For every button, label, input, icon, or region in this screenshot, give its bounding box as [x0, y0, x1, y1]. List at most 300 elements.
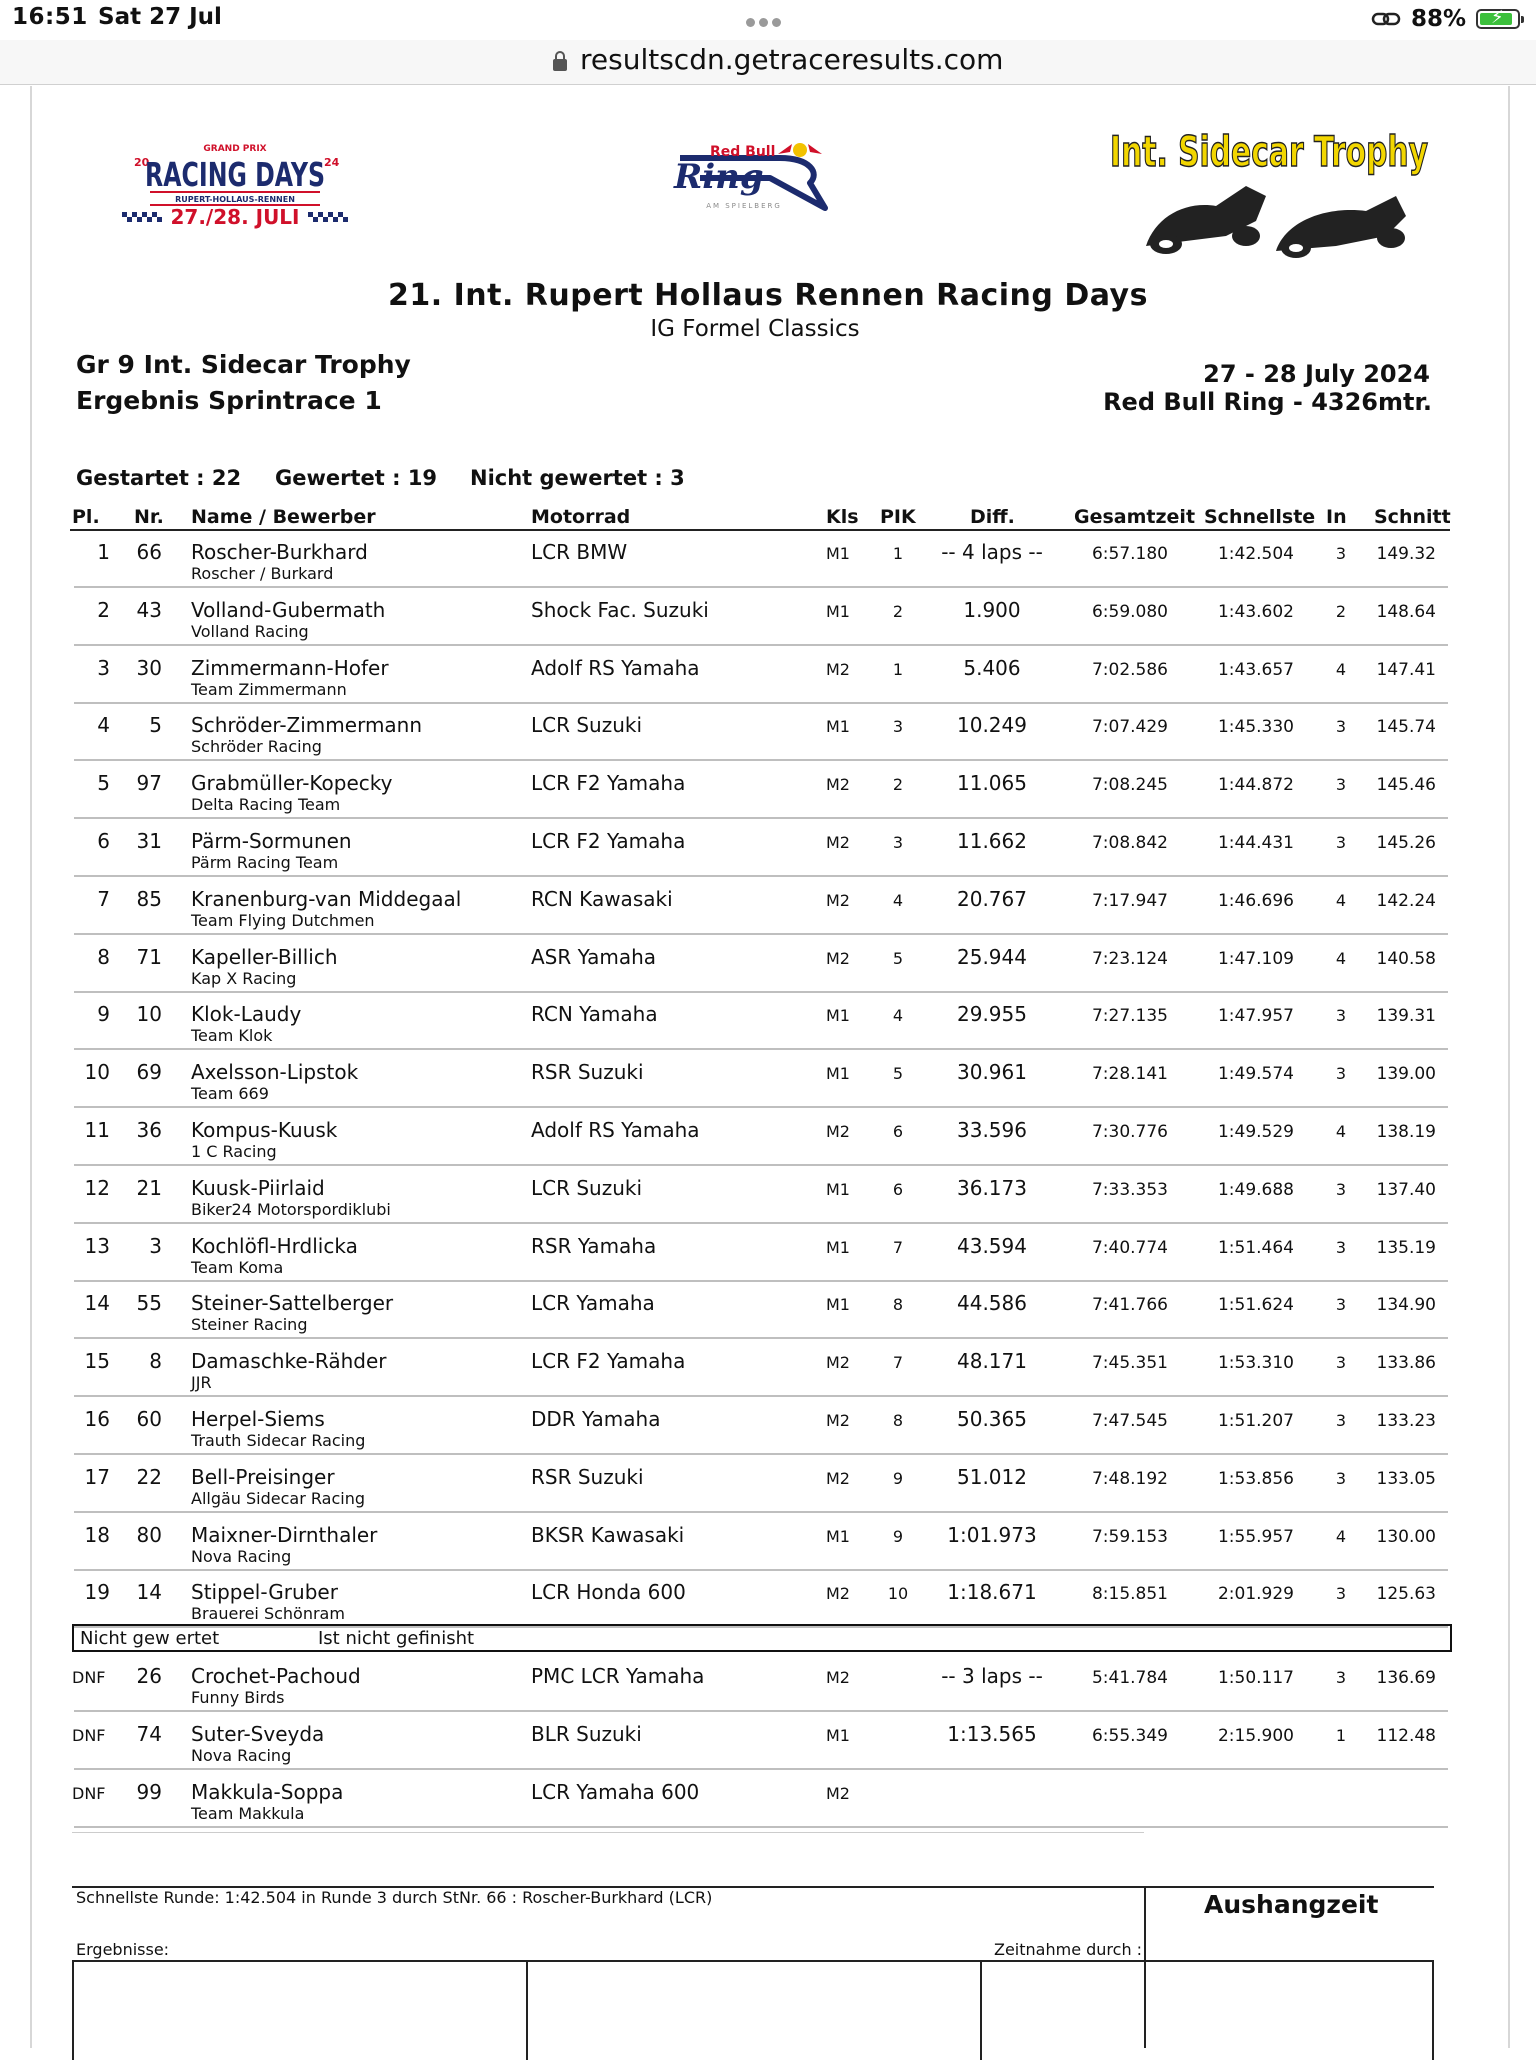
- cell-in: 4: [1335, 890, 1347, 910]
- cell-schnitt: 134.90: [1376, 1295, 1436, 1316]
- cell-name: Herpel-Siems: [191, 1407, 325, 1431]
- cell-schnellste: 1:49.529: [1217, 1122, 1294, 1142]
- cell-name: Schröder-Zimmermann: [191, 713, 423, 738]
- cell-name: Kapeller-Billich: [191, 944, 338, 969]
- timing-label: Zeitnahme durch :: [994, 1940, 1143, 1959]
- cell-gesamt: 6:55.349: [1091, 1725, 1168, 1746]
- cell-nr: 55: [136, 1291, 162, 1316]
- cell-motor: BLR Suzuki: [531, 1721, 642, 1746]
- cell-pl: DNF: [72, 1668, 106, 1687]
- cell-team: Team 669: [191, 1084, 269, 1104]
- cell-motor: LCR Honda 600: [531, 1580, 686, 1605]
- table-row: [0, 532, 1536, 590]
- cell-schnitt: 125.63: [1376, 1584, 1436, 1605]
- cell-gesamt: 7:45.351: [1091, 1353, 1168, 1374]
- cell-name: Kranenburg-van Middegaal: [191, 886, 462, 911]
- cell-schnitt: 135.19: [1376, 1237, 1436, 1258]
- fastest-lap-text: Schnellste Runde: 1:42.504 in Runde 3 durch StNr. 66 : Roscher-Burkhard (LCR): [76, 1888, 713, 1907]
- col-header-schnellste: Schnellste: [1204, 506, 1316, 528]
- table-row: [0, 1110, 1536, 1168]
- url-text[interactable]: resultscdn.getraceresults.com: [580, 43, 1004, 76]
- signature-box-1: [72, 1960, 528, 2060]
- event-date: 27 - 28 July 2024: [1203, 360, 1430, 388]
- cell-name: Kochlöfl-Hrdlicka: [191, 1233, 358, 1258]
- cell-diff: 11.065: [957, 771, 1027, 796]
- table-row: [0, 1772, 1536, 1830]
- table-row: [0, 879, 1536, 937]
- cell-schnellste: 1:53.310: [1217, 1353, 1294, 1374]
- cell-schnellste: 1:42.504: [1217, 544, 1294, 564]
- col-header-diff: Diff.: [970, 506, 1015, 528]
- battery-percent: 88%: [1410, 6, 1466, 32]
- cell-team: 1 C Racing: [191, 1142, 277, 1161]
- multitask-dots-icon[interactable]: [746, 12, 790, 22]
- cell-gesamt: 7:59.153: [1091, 1526, 1168, 1547]
- cell-team: Volland Racing: [191, 621, 309, 641]
- results-label: Ergebnisse:: [76, 1940, 170, 1959]
- cell-pl: 3: [97, 655, 110, 680]
- col-header-kls: Kls: [826, 506, 859, 528]
- cell-gesamt: 7:17.947: [1091, 890, 1168, 911]
- cell-gesamt: 7:08.245: [1091, 775, 1168, 796]
- cell-schnitt: 139.00: [1376, 1064, 1436, 1085]
- lock-icon: [552, 50, 568, 72]
- cell-team: JJR: [191, 1373, 212, 1393]
- battery-icon: ⚡: [1476, 9, 1520, 29]
- cell-team: Kap X Racing: [191, 968, 297, 988]
- cell-in: 3: [1335, 1295, 1347, 1315]
- cell-pik: 3: [892, 833, 904, 852]
- table-row: [0, 648, 1536, 706]
- cell-nr: 36: [136, 1118, 162, 1142]
- cell-in: 3: [1335, 833, 1347, 852]
- cell-pik: 4: [892, 890, 904, 910]
- table-row: [0, 1399, 1536, 1457]
- row-divider: [74, 1106, 1448, 1108]
- table-row: [0, 590, 1536, 648]
- cell-team: Biker24 Motorspordiklubi: [191, 1199, 391, 1219]
- cell-gesamt: 7:02.586: [1091, 659, 1168, 680]
- row-divider: [74, 1453, 1448, 1455]
- cell-team: Steiner Racing: [191, 1315, 308, 1335]
- cell-pik: 5: [892, 948, 904, 968]
- table-row: [0, 705, 1536, 763]
- redbull-ring-logo: [660, 138, 846, 218]
- table-row: [0, 1341, 1536, 1399]
- cell-motor: LCR BMW: [531, 540, 628, 564]
- table-row: [0, 1052, 1536, 1110]
- cell-nr: 3: [149, 1233, 162, 1258]
- cell-nr: 97: [136, 771, 162, 796]
- cell-gesamt: 7:28.141: [1091, 1064, 1168, 1085]
- col-header-schnitt: Schnitt: [1374, 506, 1451, 528]
- cell-diff: 50.365: [957, 1407, 1027, 1431]
- cell-nr: 14: [136, 1580, 162, 1605]
- cell-name: Steiner-Sattelberger: [191, 1291, 394, 1316]
- logo-sub-text: RUPERT-HOLLAUS-RENNEN: [175, 195, 295, 204]
- cell-diff: 25.944: [957, 944, 1027, 969]
- cell-kls: M1: [826, 601, 850, 621]
- status-time: 16:51: [12, 4, 88, 30]
- cell-diff: 1:18.671: [947, 1580, 1037, 1605]
- cell-in: 3: [1335, 1237, 1347, 1257]
- cell-pik: 8: [892, 1411, 904, 1430]
- cell-pl: 2: [97, 597, 110, 622]
- cell-pl: 7: [97, 886, 110, 911]
- row-divider: [74, 586, 1448, 588]
- cell-schnellste: 1:47.109: [1217, 948, 1294, 969]
- cell-diff: -- 4 laps --: [941, 540, 1043, 564]
- cell-team: Roscher / Burkard: [191, 564, 334, 583]
- logo-left-num: 20: [134, 156, 150, 169]
- cell-pl: 6: [97, 829, 110, 853]
- row-divider: [74, 991, 1448, 993]
- cell-name: Kuusk-Piirlaid: [191, 1175, 325, 1200]
- cell-team: Team Koma: [191, 1257, 284, 1277]
- logo-gp-text: GRAND PRIX: [203, 144, 267, 154]
- cell-kls: M2: [826, 890, 850, 910]
- cell-pl: 5: [97, 771, 110, 796]
- cell-schnellste: 1:51.207: [1217, 1411, 1294, 1431]
- cell-pl: DNF: [72, 1725, 106, 1745]
- cell-pik: 4: [892, 1006, 904, 1026]
- cell-diff: 11.662: [957, 829, 1027, 853]
- table-row: [0, 1714, 1536, 1772]
- cell-motor: BKSR Kawasaki: [531, 1522, 685, 1547]
- cell-in: 3: [1335, 544, 1347, 563]
- cell-pik: 7: [892, 1237, 904, 1257]
- cell-diff: 30.961: [957, 1060, 1027, 1085]
- cell-pl: 14: [84, 1291, 110, 1316]
- cell-schnitt: 112.48: [1376, 1725, 1436, 1746]
- cell-gesamt: 7:41.766: [1091, 1295, 1168, 1316]
- cell-schnitt: 133.23: [1376, 1411, 1436, 1431]
- col-header-in: In: [1326, 506, 1347, 528]
- cell-diff: 5.406: [963, 655, 1021, 680]
- logo-ring-text: Ring: [674, 157, 764, 197]
- cell-pl: 1: [97, 540, 110, 564]
- cell-motor: LCR Suzuki: [531, 713, 643, 738]
- racing-days-logo: [120, 140, 350, 232]
- cell-motor: LCR Yamaha 600: [531, 1779, 700, 1804]
- footer-rule-thin: [72, 1832, 1144, 1833]
- cell-kls: M1: [826, 1237, 850, 1257]
- cell-nr: 21: [136, 1175, 162, 1200]
- logo-right-num: 24: [324, 156, 340, 169]
- cell-motor: Adolf RS Yamaha: [531, 1118, 700, 1142]
- cell-kls: M2: [826, 659, 850, 679]
- cell-gesamt: 8:15.851: [1091, 1584, 1168, 1605]
- cell-motor: PMC LCR Yamaha: [531, 1664, 705, 1688]
- cell-pl: 19: [84, 1580, 110, 1605]
- cell-team: Brauerei Schönram: [191, 1604, 345, 1624]
- col-header-motor: Motorrad: [531, 506, 631, 528]
- cell-name: Klok-Laudy: [191, 1002, 302, 1027]
- cell-diff: 43.594: [957, 1233, 1027, 1258]
- cell-schnitt: 145.26: [1376, 833, 1436, 853]
- cell-in: 3: [1335, 1468, 1347, 1488]
- cell-motor: ASR Yamaha: [531, 944, 657, 969]
- cell-name: Pärm-Sormunen: [191, 829, 352, 853]
- cell-diff: 36.173: [957, 1175, 1027, 1200]
- cell-name: Kompus-Kuusk: [191, 1118, 338, 1142]
- cell-pik: 2: [892, 601, 904, 621]
- cell-gesamt: 5:41.784: [1091, 1668, 1168, 1688]
- cell-schnellste: 1:50.117: [1217, 1668, 1294, 1688]
- cell-kls: M2: [826, 1584, 850, 1604]
- cell-diff: 10.249: [957, 713, 1027, 738]
- cell-kls: M2: [826, 1783, 850, 1803]
- row-divider: [74, 1337, 1448, 1339]
- cell-name: Stippel-Gruber: [191, 1580, 338, 1605]
- row-divider: [74, 1710, 1448, 1712]
- cell-name: Crochet-Pachoud: [191, 1664, 361, 1688]
- logo-main-text: RACING DAYS: [145, 155, 325, 194]
- signature-box-3: [980, 1960, 1434, 2060]
- cell-kls: M1: [826, 544, 850, 563]
- cell-nr: 30: [136, 655, 162, 680]
- cell-pik: 7: [892, 1353, 904, 1373]
- cell-pl: DNF: [72, 1783, 106, 1803]
- cell-team: Trauth Sidecar Racing: [191, 1431, 366, 1450]
- cell-gesamt: 7:30.776: [1091, 1122, 1168, 1142]
- cell-team: Nova Racing: [191, 1546, 292, 1566]
- status-date: Sat 27 Jul: [98, 4, 222, 30]
- cell-schnitt: 140.58: [1376, 948, 1436, 969]
- row-divider: [74, 875, 1448, 877]
- cell-gesamt: 6:59.080: [1091, 601, 1168, 622]
- row-divider: [74, 1222, 1448, 1224]
- cell-motor: DDR Yamaha: [531, 1407, 661, 1431]
- cell-schnitt: 137.40: [1376, 1179, 1436, 1200]
- cell-diff: 29.955: [957, 1002, 1027, 1027]
- posting-time-label: Aushangzeit: [1204, 1890, 1379, 1919]
- cell-schnellste: 1:44.872: [1217, 775, 1294, 796]
- cell-name: Axelsson-Lipstok: [191, 1060, 359, 1085]
- row-divider: [74, 1569, 1448, 1571]
- status-right: [1371, 4, 1520, 34]
- cell-pik: 1: [892, 544, 904, 563]
- row-divider: [74, 1164, 1448, 1166]
- cell-motor: RSR Suzuki: [531, 1464, 644, 1489]
- cell-pl: 18: [84, 1522, 110, 1547]
- cell-in: 3: [1335, 1179, 1347, 1199]
- sidecar-illustration: [1146, 186, 1406, 258]
- col-header-nr: Nr.: [134, 506, 164, 528]
- cell-schnellste: 1:51.624: [1217, 1295, 1294, 1316]
- cell-team: Team Klok: [191, 1026, 273, 1046]
- cell-kls: M1: [826, 1064, 850, 1084]
- cell-schnitt: 147.41: [1376, 659, 1436, 680]
- cell-schnellste: 1:49.574: [1217, 1064, 1294, 1085]
- cell-in: 3: [1335, 1584, 1347, 1604]
- cell-in: 4: [1335, 948, 1347, 968]
- cell-nr: 74: [136, 1721, 162, 1746]
- cell-kls: M1: [826, 1179, 850, 1199]
- table-row: [0, 994, 1536, 1052]
- cell-kls: M2: [826, 1122, 850, 1141]
- cell-gesamt: 7:07.429: [1091, 717, 1168, 738]
- table-row: [0, 1457, 1536, 1515]
- cell-motor: RCN Kawasaki: [531, 886, 673, 911]
- cell-schnitt: 133.86: [1376, 1353, 1436, 1374]
- cell-name: Zimmermann-Hofer: [191, 655, 389, 680]
- cell-motor: RSR Yamaha: [531, 1233, 657, 1258]
- cell-motor: Adolf RS Yamaha: [531, 655, 700, 680]
- cell-in: 3: [1335, 1411, 1347, 1430]
- cell-in: 1: [1335, 1725, 1347, 1745]
- cell-in: 4: [1335, 1526, 1347, 1546]
- table-row: [0, 1515, 1536, 1573]
- cell-pik: 6: [892, 1179, 904, 1199]
- cell-name: Maixner-Dirnthaler: [191, 1522, 378, 1547]
- cell-nr: 66: [136, 540, 162, 564]
- cell-pl: 13: [84, 1233, 110, 1258]
- row-divider: [74, 702, 1448, 704]
- cell-in: 4: [1335, 1122, 1347, 1141]
- cell-diff: 1.900: [963, 597, 1021, 622]
- cell-in: 3: [1335, 1006, 1347, 1026]
- cell-pik: 2: [892, 775, 904, 795]
- cell-team: Team Zimmermann: [191, 679, 347, 699]
- col-header-pl: Pl.: [72, 506, 100, 528]
- not-classified-label: Nicht gew ertet: [80, 1628, 220, 1649]
- cell-kls: M1: [826, 717, 850, 737]
- sidecar-trophy-logo: [1106, 126, 1432, 260]
- cell-pl: 16: [84, 1407, 110, 1431]
- row-divider: [74, 1768, 1448, 1770]
- cell-gesamt: 7:27.135: [1091, 1006, 1168, 1027]
- cell-name: Volland-Gubermath: [191, 597, 386, 622]
- race-name: Ergebnis Sprintrace 1: [76, 386, 382, 415]
- cell-team: Team Makkula: [191, 1803, 305, 1823]
- cell-nr: 60: [136, 1407, 162, 1431]
- url-bar[interactable]: [0, 40, 1536, 85]
- cell-diff: 44.586: [957, 1291, 1027, 1316]
- cell-diff: 20.767: [957, 886, 1027, 911]
- row-divider: [74, 817, 1448, 819]
- cell-kls: M2: [826, 1411, 850, 1430]
- cell-pik: 10: [887, 1584, 909, 1604]
- cell-nr: 10: [136, 1002, 162, 1027]
- cell-in: 3: [1335, 1353, 1347, 1373]
- cell-pl: 11: [84, 1118, 110, 1142]
- cell-in: 4: [1335, 659, 1347, 679]
- event-venue: Red Bull Ring - 4326mtr.: [1103, 388, 1432, 416]
- cell-in: 2: [1335, 601, 1347, 621]
- row-divider: [74, 1511, 1448, 1513]
- logo-redbull-text: Red Bull: [710, 144, 776, 160]
- cell-kls: M1: [826, 1725, 850, 1745]
- cell-team: Nova Racing: [191, 1745, 292, 1765]
- row-divider: [74, 933, 1448, 935]
- cell-diff: 48.171: [957, 1349, 1027, 1374]
- cell-in: 3: [1335, 1064, 1347, 1084]
- table-row: [0, 763, 1536, 821]
- cell-schnitt: 133.05: [1376, 1468, 1436, 1489]
- cell-gesamt: 7:08.842: [1091, 833, 1168, 853]
- cell-team: Pärm Racing Team: [191, 853, 339, 872]
- cell-kls: M1: [826, 1526, 850, 1546]
- stat-classified: Gewertet : 19: [275, 466, 438, 490]
- cell-schnitt: 145.74: [1376, 717, 1436, 738]
- logo-sidecar-text: Int. Sidecar Trophy: [1110, 127, 1428, 176]
- cell-gesamt: 6:57.180: [1091, 544, 1168, 564]
- row-divider: [74, 644, 1448, 646]
- event-title: 21. Int. Rupert Hollaus Rennen Racing Days: [388, 278, 1148, 313]
- cell-schnellste: 1:55.957: [1217, 1526, 1294, 1547]
- cell-motor: LCR F2 Yamaha: [531, 1349, 686, 1374]
- cell-gesamt: 7:23.124: [1091, 948, 1168, 969]
- cell-in: 3: [1335, 775, 1347, 795]
- cell-schnellste: 2:15.900: [1217, 1725, 1294, 1746]
- cell-schnitt: 139.31: [1376, 1006, 1436, 1027]
- cell-pl: 12: [84, 1175, 110, 1200]
- stat-not-classified: Nicht gewertet : 3: [470, 466, 685, 490]
- cell-kls: M2: [826, 1468, 850, 1488]
- link-icon: [1371, 9, 1401, 29]
- cell-nr: 43: [136, 597, 162, 622]
- cell-team: Allgäu Sidecar Racing: [191, 1488, 365, 1508]
- cell-gesamt: 7:47.545: [1091, 1411, 1168, 1431]
- cell-diff: 1:13.565: [947, 1721, 1037, 1746]
- cell-nr: 8: [149, 1349, 162, 1374]
- cell-nr: 31: [136, 829, 162, 853]
- row-divider: [74, 1280, 1448, 1282]
- cell-nr: 69: [136, 1060, 162, 1085]
- cell-pl: 9: [97, 1002, 110, 1027]
- cell-team: Delta Racing Team: [191, 795, 341, 815]
- not-classified-reason: Ist nicht gefinisht: [318, 1628, 475, 1649]
- cell-in: 3: [1335, 1668, 1347, 1687]
- cell-pik: 1: [892, 659, 904, 679]
- cell-motor: Shock Fac. Suzuki: [531, 597, 709, 622]
- cell-pl: 17: [84, 1464, 110, 1489]
- cell-schnitt: 148.64: [1376, 601, 1436, 622]
- table-row: [0, 821, 1536, 879]
- cell-diff: 33.596: [957, 1118, 1027, 1142]
- stat-started: Gestartet : 22: [76, 466, 242, 490]
- cell-pik: 8: [892, 1295, 904, 1315]
- cell-kls: M2: [826, 833, 850, 852]
- cell-in: 3: [1335, 717, 1347, 737]
- cell-pik: 6: [892, 1122, 904, 1141]
- cell-gesamt: 7:33.353: [1091, 1179, 1168, 1200]
- cell-nr: 5: [149, 713, 162, 738]
- cell-name: Damaschke-Rähder: [191, 1349, 387, 1374]
- cell-schnellste: 1:53.856: [1217, 1468, 1294, 1489]
- table-row: [0, 1283, 1536, 1341]
- cell-schnellste: 2:01.929: [1217, 1584, 1294, 1605]
- cell-schnellste: 1:51.464: [1217, 1237, 1294, 1258]
- col-header-pik: PIK: [880, 506, 916, 528]
- cell-team: Schröder Racing: [191, 737, 322, 757]
- cell-nr: 80: [136, 1522, 162, 1547]
- cell-name: Makkula-Soppa: [191, 1779, 344, 1804]
- cell-name: Bell-Preisinger: [191, 1464, 335, 1489]
- cell-motor: RCN Yamaha: [531, 1002, 658, 1027]
- logo-dates-text: 27./28. JULI: [170, 205, 300, 229]
- cell-diff: 51.012: [957, 1464, 1027, 1489]
- cell-name: Roscher-Burkhard: [191, 540, 368, 564]
- cell-schnellste: 1:46.696: [1217, 890, 1294, 911]
- not-classified-banner: [72, 1624, 1452, 1652]
- cell-kls: M2: [826, 775, 850, 795]
- cell-gesamt: 7:40.774: [1091, 1237, 1168, 1258]
- signature-box-2: [526, 1960, 982, 2060]
- cell-nr: 22: [136, 1464, 162, 1489]
- cell-pl: 8: [97, 944, 110, 969]
